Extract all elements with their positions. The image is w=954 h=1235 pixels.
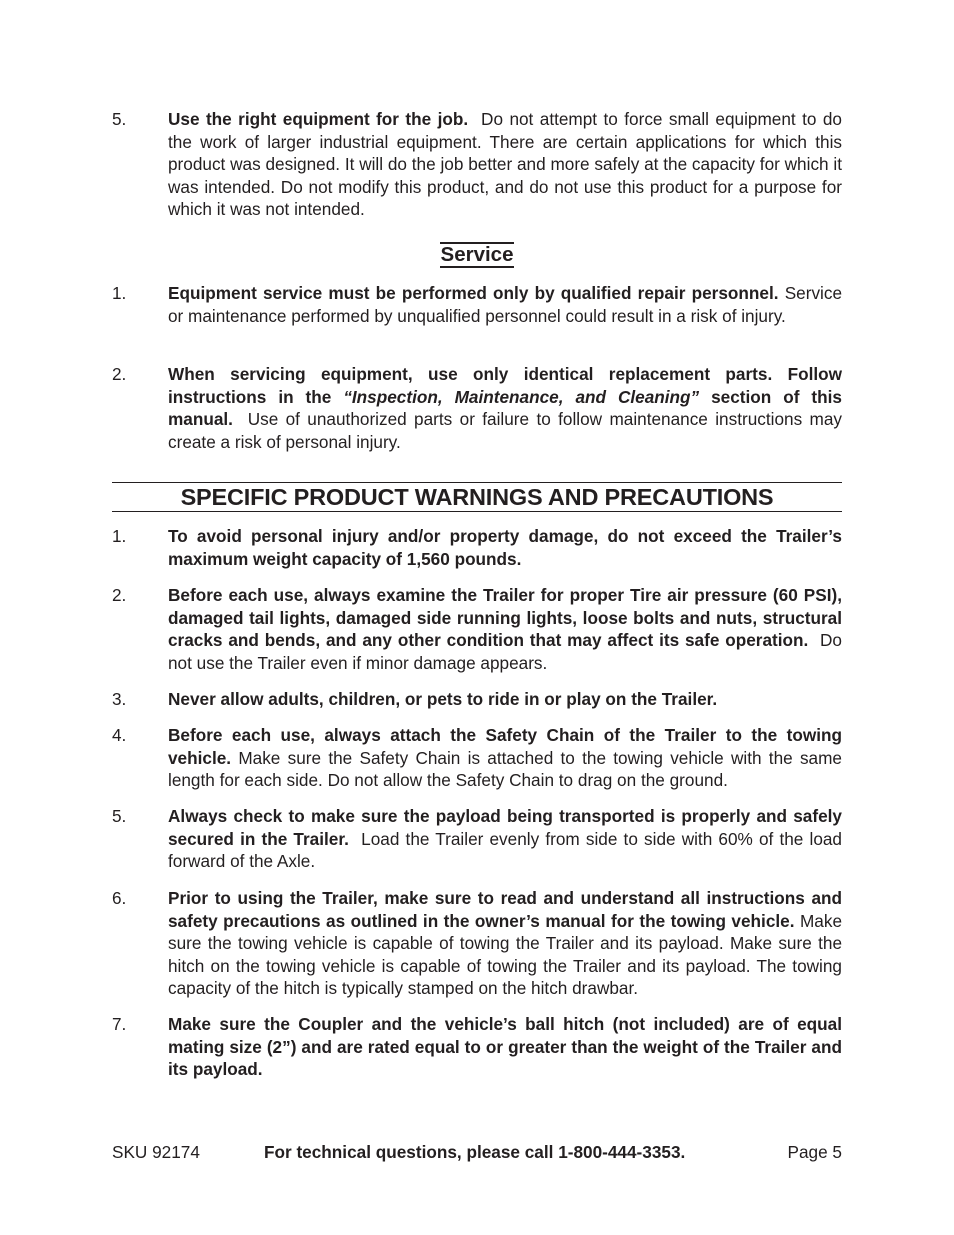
item-bold-lead: Make sure the Coupler and the vehicle’s ball hitch (not included) are of equal mating size (2”) and are rated equal to or greater than the weight of the Trailer and its payload. — [168, 1014, 842, 1080]
service-heading-label: Service — [440, 243, 514, 266]
footer-technical-questions: For technical questions, please call 1-800-444-3353. — [264, 1142, 686, 1162]
list-item — [112, 688, 842, 711]
item-text — [168, 282, 842, 327]
item-number: 5. — [112, 109, 127, 129]
item-number: 4. — [112, 725, 127, 745]
list-item — [112, 363, 842, 453]
list-item — [112, 525, 842, 570]
item-number: 5. — [112, 806, 127, 826]
item-number: 6. — [112, 888, 127, 908]
item-bold-lead: Before each use, always examine the Trailer for proper Tire air pressure (60 PSI), damaged tail lights, damaged side running lights, loose bolts and nuts, structural cracks and bends, and any other condition that may affect its safe operation. — [168, 585, 842, 651]
item-body: Service or maintenance performed by unqualified personnel could result in a risk of injury. — [168, 283, 843, 326]
item-bold-tail: section of this manual. — [168, 386, 842, 430]
item-bold-italic: “Inspection, Maintenance, and Cleaning” — [343, 386, 700, 407]
list-item — [112, 584, 842, 674]
item-body: Use of unauthorized parts or failure to follow maintenance instructions may create a risk of personal injury. — [168, 409, 842, 452]
item-text — [168, 363, 842, 453]
item-number: 3. — [112, 689, 127, 709]
item-body: Load the Trailer evenly from side to side with 60% of the load forward of the Axle. — [168, 828, 842, 872]
item-text — [168, 584, 842, 674]
list-item — [112, 1013, 842, 1081]
list-item — [112, 724, 842, 792]
item-bold-lead: When servicing equipment, use only identical replacement parts. Follow instructions in the — [168, 364, 842, 407]
list-item — [112, 887, 842, 1000]
item-bold-lead: Use the right equipment for the job. — [168, 109, 469, 129]
item-bold-lead: Prior to using the Trailer, make sure to read and understand all instructions and safety precautions as outlined in the owner’s manual for the towing vehicle. — [168, 888, 842, 931]
list-item — [112, 108, 842, 221]
item-body: Make sure the Safety Chain is attached to the towing vehicle with the same length for each side. Do not allow the Safety Chain to drag on the ground. — [168, 747, 842, 791]
section-heading: SPECIFIC PRODUCT WARNINGS AND PRECAUTIONS — [112, 482, 842, 512]
footer-page-number: Page 5 — [787, 1142, 842, 1162]
item-text — [168, 1013, 842, 1081]
item-bold-lead: Before each use, always attach the Safety Chain of the Trailer to the towing vehicle. — [168, 725, 842, 768]
item-bold-lead: Never allow adults, children, or pets to ride in or play on the Trailer. — [168, 689, 718, 709]
item-bold-lead: Always check to make sure the payload being transported is properly and safely secured in the Trailer. — [168, 806, 842, 849]
item-number: 1. — [112, 526, 127, 546]
list-item — [112, 282, 842, 327]
item-bold-lead: To avoid personal injury and/or property damage, do not exceed the Trailer’s maximum weight capacity of 1,560 pounds. — [168, 526, 842, 569]
item-text — [168, 805, 842, 873]
item-number: 2. — [112, 585, 127, 605]
service-heading — [0, 242, 954, 268]
item-number: 2. — [112, 364, 127, 384]
item-text — [168, 108, 842, 221]
item-body: Make sure the towing vehicle is capable of towing the Trailer and its payload. Make sure the hitch on the towing vehicle is capable of towing the Trailer and its payload. The towing capacity of the hitch is typically stamped on the hitch drawbar. — [168, 910, 842, 999]
item-text — [168, 525, 842, 570]
list-item — [112, 805, 842, 873]
item-text — [168, 724, 842, 792]
footer-sku: SKU 92174 — [112, 1142, 200, 1162]
item-text — [168, 688, 842, 711]
item-number: 7. — [112, 1014, 127, 1034]
item-text — [168, 887, 842, 1000]
item-bold-lead: Equipment service must be performed only by qualified repair personnel. — [168, 283, 779, 303]
item-number: 1. — [112, 283, 127, 303]
item-body: Do not attempt to force small equipment to do the work of larger industrial equipment. There are certain applications for which this product was designed. It will do the job better and more safely at the capacity for which it was intended. Do not modify this product, and do not use this product for a purpose for which it was not intended. — [168, 109, 842, 220]
item-body: Do not use the Trailer even if minor damage appears. — [168, 630, 842, 673]
